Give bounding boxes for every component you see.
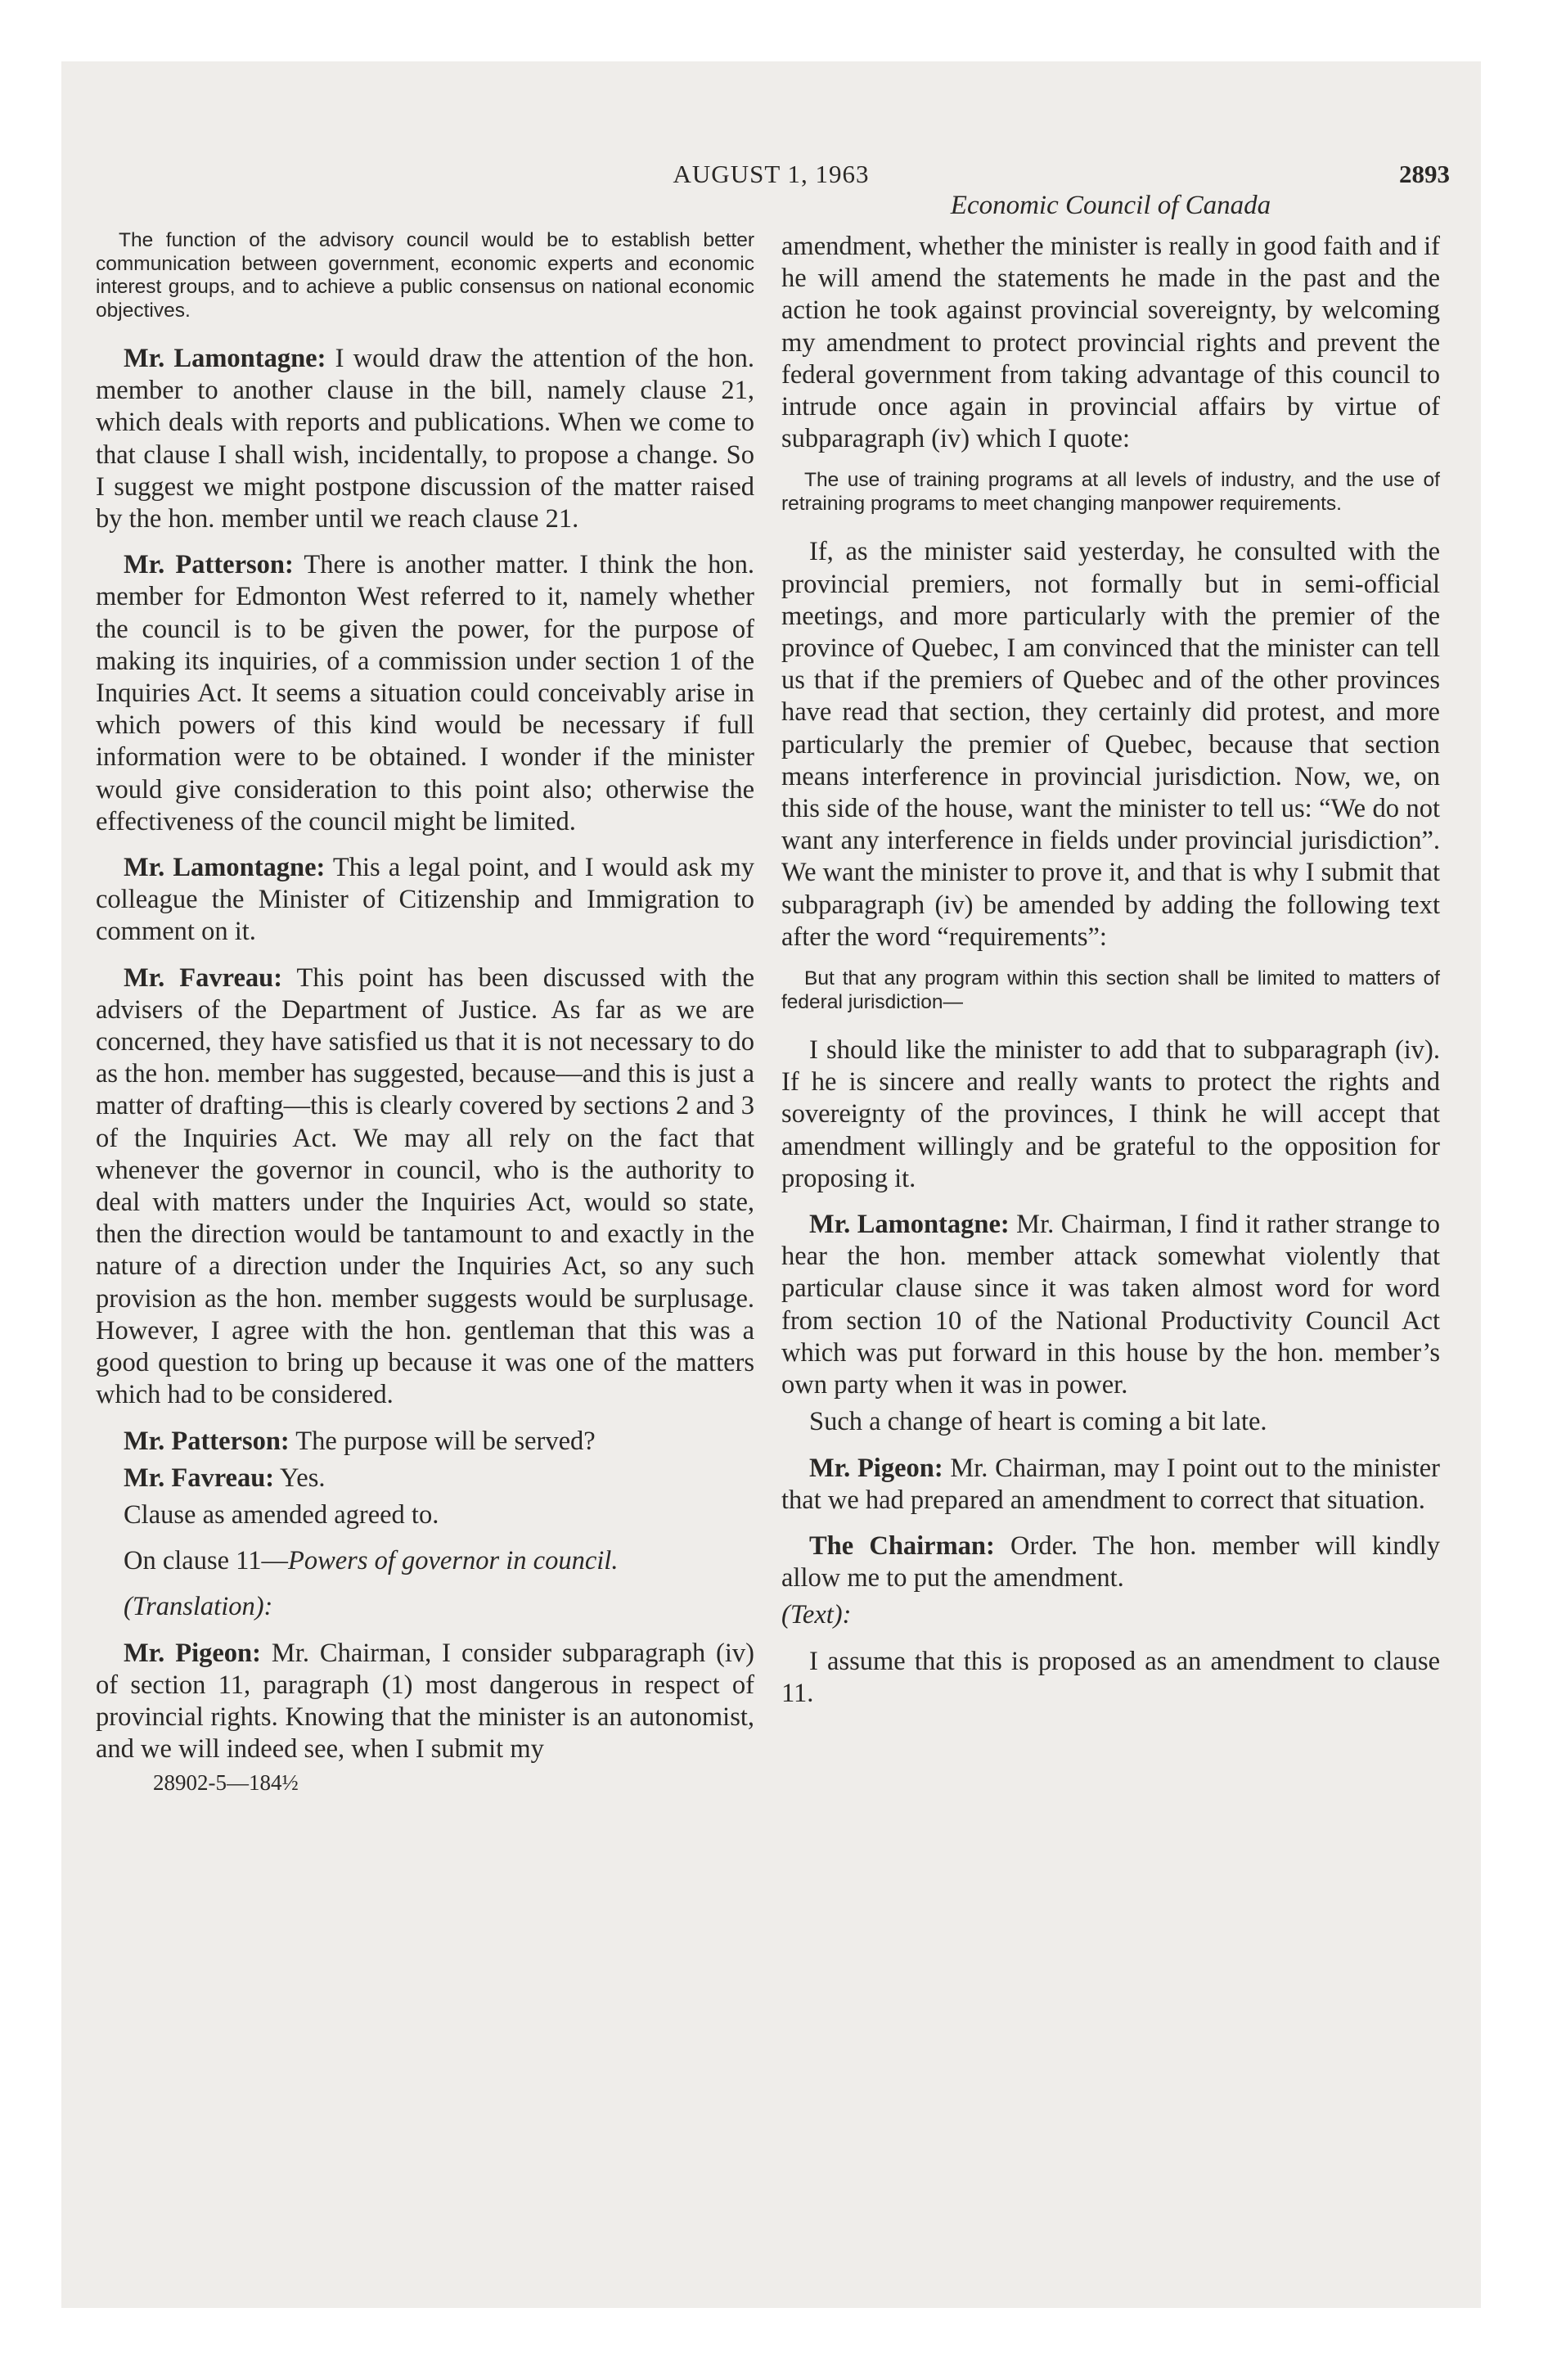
left-column	[96, 229, 754, 1796]
running-head: Economic Council of Canada	[950, 191, 1271, 220]
speech-text: I would draw the attention of the hon. member to another clause in the bill, namely clause 21, which deals with reports and publications. When we come to that clause I shall wish, incidentally, to propose a change. So I suggest we might postpone discussion of the matter raised by the hon. member until we reach clause 21.	[96, 344, 754, 534]
body-paragraph: I should like the minister to add that to subparagraph (iv). If he is sincere and really wants to protect the rights and sovereignty of the provinces, I think he will accept that amendment willingly and be grateful to the opposition for proposing it.	[781, 1035, 1440, 1193]
body-paragraph: Such a change of heart is coming a bit late.	[809, 1407, 1267, 1437]
speech-paragraph	[96, 1426, 754, 1458]
print-reference: 28902-5—184½	[153, 1770, 299, 1796]
speaker-name: Mr. Lamontagne:	[124, 344, 326, 373]
quoted-passage: The use of training programs at all levels of industry, and the use of retraining programs to meet changing manpower requirements.	[781, 469, 1440, 515]
speaker-name: Mr. Favreau:	[124, 962, 283, 993]
clause-heading	[96, 1545, 754, 1577]
clause-prefix: On clause 11—	[124, 1546, 288, 1576]
speaker-name: The Chairman:	[809, 1530, 995, 1561]
speech-paragraph	[96, 962, 754, 1412]
body-paragraph: If, as the minister said yesterday, he consulted with the provincial premiers, not formally but in semi-official meetings, and more particularly with the premier of the province of Quebec, I am convinced that the minister can tell us that if the premiers of Quebec and of the other provinces have read that section, they certainly did protest, and more particularly the premier of Quebec, because that section means interference in provincial jurisdiction. Now, we, on this side of the house, want the minister to tell us: “We do not want any interference in fields under provincial jurisdiction”. We want the minister to prove it, and that is why I submit that subparagraph (iv) be amended by adding the following text after the word “requirements”:	[781, 537, 1440, 952]
speech-paragraph	[96, 852, 754, 949]
speech-text: There is another matter. I think the hon. member for Edmonton West referred to it, namely whether the council is to be given the power, for the purpose of making its inquiries, of a commission under section 1 of the Inquiries Act. It seems a situation could conceivably arise in which powers of this kind would be necessary if full information were to be obtained. I wonder if the minister would give consideration to this point also; otherwise the effectiveness of the council might be limited.	[96, 550, 755, 836]
clause-title: Powers of governor in council.	[287, 1546, 619, 1576]
speech-paragraph	[781, 1453, 1440, 1517]
speech-paragraph	[781, 1209, 1440, 1401]
speaker-name: Mr. Lamontagne:	[809, 1210, 1010, 1240]
speech-text: This a legal point, and I would ask my colleague the Minister of Citizenship and Immigration to comment on it.	[96, 853, 755, 947]
quoted-passage: The function of the advisory council would be to establish better communication between government, economic experts and economic interest groups, and to achieve a public consensus on national economic objectives.	[96, 229, 754, 322]
procedural-note: Clause as amended agreed to.	[124, 1499, 439, 1530]
speaker-name: Mr. Patterson:	[124, 1426, 290, 1456]
speech-text: Order. The hon. member will kindly allow me to put the amendment.	[781, 1530, 1440, 1593]
speaker-name: Mr. Lamontagne:	[124, 853, 326, 883]
page-number: 2893	[1399, 160, 1450, 188]
translation-label: (Translation):	[124, 1592, 273, 1622]
speaker-name: Mr. Patterson:	[124, 550, 294, 580]
speech-paragraph	[96, 549, 754, 838]
speech-text: Mr. Chairman, may I point out to the minister that we had prepared an amendment to correct that situation.	[781, 1453, 1440, 1515]
speaker-name: Mr. Pigeon:	[124, 1638, 261, 1668]
quoted-amendment: But that any program within this section shall be limited to matters of federal jurisdiction—	[781, 967, 1440, 1013]
speech-paragraph	[781, 1530, 1440, 1594]
right-column	[781, 191, 1440, 1724]
speech-paragraph	[96, 1638, 754, 1766]
speech-paragraph	[96, 1463, 754, 1494]
header-date: AUGUST 1, 1963	[673, 160, 870, 188]
page-header	[61, 160, 1481, 192]
speech-text: This point has been discussed with the advisers of the Department of Justice. As far as we are concerned, they have satisfied us that it is not necessary to do as the hon. member has suggested, because—and this is just a matter of drafting—this is clearly covered by sections 2 and 3 of the Inquiries Act. We may all rely on the fact that whenever the governor in council, who is the authority to deal with matters under the Inquiries Act, would so state, then the direction would be tantamount to and exactly in the nature of a direction under the Inquiries Act, so any such provision as the hon. member suggests would be surplusage. However, I agree with the hon. gentleman that this was a good question to bring up because it was one of the matters which had to be considered.	[96, 962, 754, 1410]
document-page	[61, 61, 1481, 2308]
speech-text: The purpose will be served?	[289, 1426, 596, 1456]
speech-text: Mr. Chairman, I find it rather strange to hear the hon. member attack somewhat violently that particular clause since it was taken almost word for word from section 10 of the National Productivity Council Act which was put forward in this house by the hon. member’s own party when it was in power.	[781, 1210, 1440, 1400]
body-paragraph: amendment, whether the minister is really in good faith and if he will amend the statements he made in the past and the action he took against provincial sovereignty, by welcoming my amendment to protect provincial rights and prevent the federal government from taking advantage of this council to intrude once again in provincial affairs by virtue of subparagraph (iv) which I quote:	[781, 232, 1440, 454]
speech-text: Mr. Chairman, I consider subparagraph (iv) of section 11, paragraph (1) most dangerous in respect of provincial rights. Knowing that the minister is an autonomist, and we will indeed see, when I submit my	[96, 1638, 754, 1765]
speaker-name: Mr. Favreau:	[124, 1463, 275, 1493]
speech-paragraph	[96, 343, 754, 535]
speech-text: Yes.	[274, 1463, 326, 1493]
text-label: (Text):	[781, 1600, 852, 1630]
speaker-name: Mr. Pigeon:	[809, 1453, 943, 1483]
body-paragraph: I assume that this is proposed as an amendment to clause 11.	[781, 1646, 1440, 1708]
